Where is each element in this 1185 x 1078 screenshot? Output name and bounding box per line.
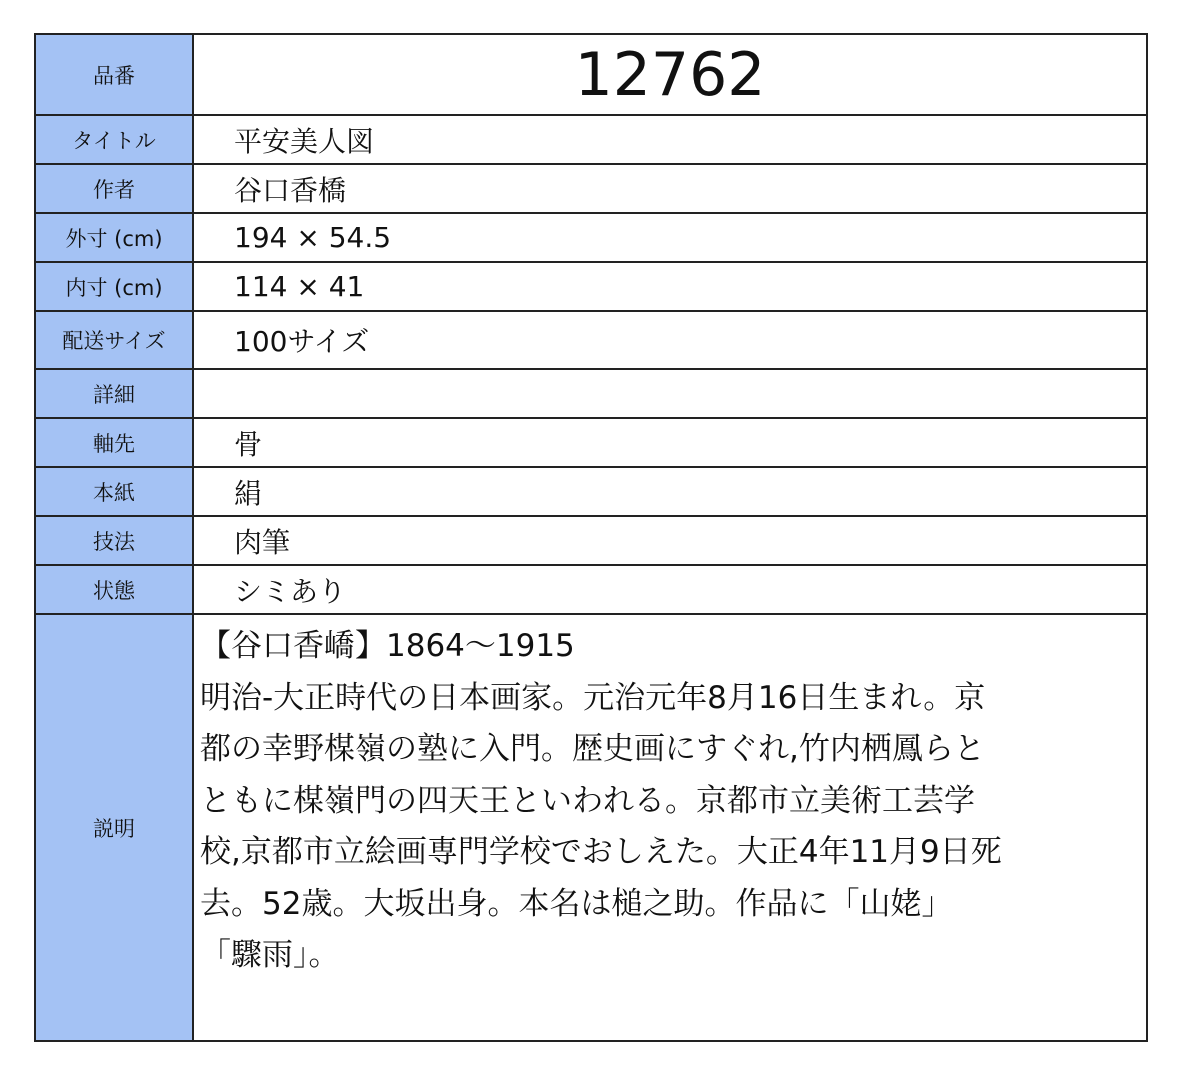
row-roller-end — [35, 418, 1147, 467]
row-material — [35, 467, 1147, 516]
value-roller-end: 骨 — [193, 418, 1147, 467]
label-artist: 作者 — [35, 164, 193, 213]
spec-table — [34, 33, 1148, 1042]
value-artist: 谷口香橋 — [193, 164, 1147, 213]
value-material: 絹 — [193, 467, 1147, 516]
label-description: 説明 — [35, 614, 193, 1041]
value-description — [193, 614, 1147, 1041]
description-line: 明治-大正時代の日本画家。元治元年8月16日生まれ。京 — [200, 679, 986, 716]
row-description — [35, 614, 1147, 1041]
row-inner-size — [35, 262, 1147, 311]
value-details — [193, 369, 1147, 418]
description-line: ともに楳嶺門の四天王といわれる。京都市立美術工芸学 — [200, 782, 975, 819]
label-condition: 状態 — [35, 565, 193, 614]
row-technique — [35, 516, 1147, 565]
value-technique: 肉筆 — [193, 516, 1147, 565]
row-item-number — [35, 34, 1147, 115]
value-shipping-size: 100サイズ — [193, 311, 1147, 369]
label-item-number: 品番 — [35, 34, 193, 115]
value-inner-size: 114 × 41 — [193, 262, 1147, 311]
product-spec-sheet — [34, 33, 1148, 1042]
description-line: 「驟雨」。 — [200, 937, 340, 973]
description-line: 都の幸野楳嶺の塾に入門。歴史画にすぐれ,竹内栖鳳らと — [200, 731, 985, 767]
label-details: 詳細 — [35, 369, 193, 418]
value-outer-size: 194 × 54.5 — [193, 213, 1147, 262]
label-technique: 技法 — [35, 516, 193, 565]
label-outer-size: 外寸 (cm) — [35, 213, 193, 262]
value-condition: シミあり — [193, 565, 1147, 614]
description-line: 去。52歳。大坂出身。本名は槌之助。作品に「山姥」 — [200, 885, 953, 922]
label-shipping-size: 配送サイズ — [35, 311, 193, 369]
row-condition — [35, 565, 1147, 614]
row-shipping-size — [35, 311, 1147, 369]
label-title: タイトル — [35, 115, 193, 164]
description-line: 校,京都市立絵画専門学校でおしえた。大正4年11月9日死 — [200, 834, 1002, 870]
value-item-number: 12762 — [193, 34, 1147, 115]
label-roller-end: 軸先 — [35, 418, 193, 467]
description-line: 【谷口香嶠】1864〜1915 — [200, 628, 575, 664]
row-artist — [35, 164, 1147, 213]
value-title: 平安美人図 — [193, 115, 1147, 164]
row-outer-size — [35, 213, 1147, 262]
label-inner-size: 内寸 (cm) — [35, 262, 193, 311]
row-details — [35, 369, 1147, 418]
label-material: 本紙 — [35, 467, 193, 516]
row-title — [35, 115, 1147, 164]
